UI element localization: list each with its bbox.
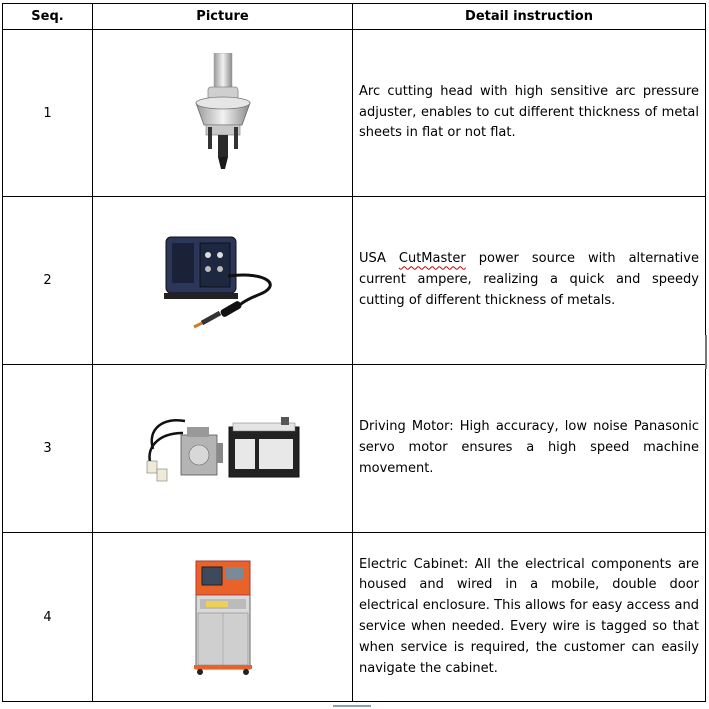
- header-row: [3, 4, 706, 30]
- seq-cell: 1: [3, 30, 93, 197]
- detail-cell: Arc cutting head with high sensitive arc pressure adjuster, enables to cut different thickness of metal sheets in flat or not flat.: [353, 30, 706, 197]
- detail-brand: CutMaster: [398, 251, 466, 267]
- picture-cell: [93, 533, 353, 702]
- picture-cell: [93, 30, 353, 197]
- electric-cabinet-icon: [188, 557, 258, 677]
- scroll-marker-bottom: [333, 705, 371, 707]
- seq-cell: 2: [3, 197, 93, 365]
- table-row: [3, 30, 706, 197]
- seq-cell: 3: [3, 365, 93, 533]
- detail-cell: Electric Cabinet: All the electrical components are housed and wired in a mobile, double door electrical enclosure. This allows for easy access and service when needed. Every wire is tagged so that when service is required, the customer can easily navigate the cabinet.: [353, 533, 706, 702]
- detail-prefix: USA: [359, 251, 399, 267]
- table-row: [3, 365, 706, 533]
- picture-cell: [93, 365, 353, 533]
- servo-motor-icon: [143, 409, 303, 489]
- table-row: [3, 197, 706, 365]
- header-detail: Detail instruction: [353, 4, 706, 30]
- scroll-marker-right: [705, 335, 707, 369]
- arc-cutting-head-icon: [178, 53, 268, 173]
- spec-table: [2, 3, 706, 702]
- power-source-icon: [158, 231, 288, 331]
- picture-cell: [93, 197, 353, 365]
- detail-suffix: power source with alternative current ampere, realizing a quick and speedy cutting of different thickness of metals.: [359, 251, 699, 308]
- header-picture: Picture: [93, 4, 353, 30]
- table-row: [3, 533, 706, 702]
- seq-cell: 4: [3, 533, 93, 702]
- detail-cell: [353, 197, 706, 365]
- detail-cell: Driving Motor: High accuracy, low noise Panasonic servo motor ensures a high speed machine movement.: [353, 365, 706, 533]
- header-seq: Seq.: [3, 4, 93, 30]
